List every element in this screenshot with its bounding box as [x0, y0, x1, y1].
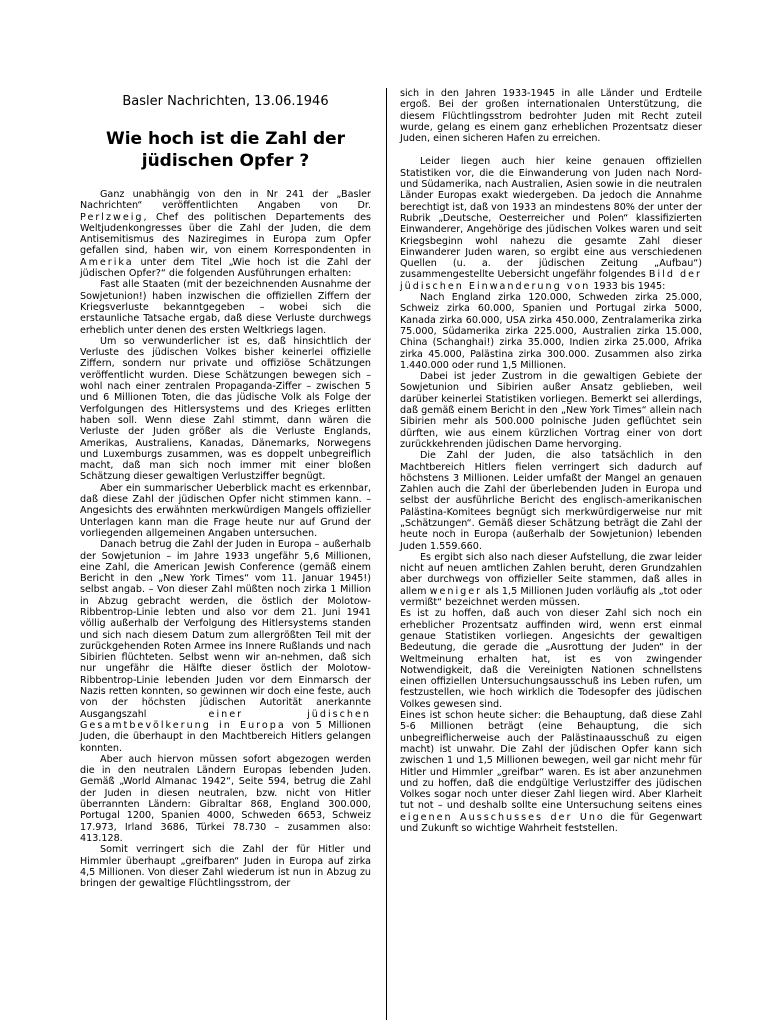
paragraph-4: Aber ein summarischer Ueberblick macht es erkennbar, daß diese Zahl der jüdischen Opfer nicht stimmen kann. – Angesichts des erwähnten merkwürdigen Mangels offizieller Unterlagen kann man die Frage heute nur auf Grund der vorliegenden allgemeinen Angaben untersuchen.: [80, 482, 371, 539]
text: Eines ist schon heute sicher: die Behauptung, daß diese Zahl 5-6 Millionen beträgt (eine Behauptung, die sich unbegreiflicherweise auch der Palästinaausschuß zu eigen macht) ist unwahr. Die Zahl der jüdischen Opfer kann sich zwischen 1 und 1,5 Millionen bewegen, weil gar nicht mehr für Hitler und Himmler „greifbar“ waren. Es ist aber anzunehmen und zu hoffen, daß die endgültige Verlustziffer des jüdischen Volkes sogar noch unter dieser Zahl liegen wird. Aber Klarheit tut not – und deshalb sollte eine Untersuchung seitens eines: [400, 710, 702, 812]
paragraph-1: [80, 189, 371, 279]
spaced-country: Amerika: [80, 256, 134, 268]
text: die für Gegenwart und Zukunft so wichtige Wahrheit feststellen.: [400, 811, 702, 834]
right-column: [400, 0, 702, 1024]
paragraph-5: [80, 539, 371, 754]
paragraph-emigration-figures: Nach England zirka 120.000, Schweden zirka 25.000, Schweiz zirka 60.000, Spanien und Portugal zirka 5000, Kanada zirka 60.000, USA zirka 450.000, Zentralamerika zirka 75.000, Südamerika zirka 225.000, Australien zirka 15.000, China (Schanghai!) zirka 35.000, Indien zirka 25.000, Afrika zirka 45.000, Palästina zirka 300.000. Zusammen also zirka 1.440.000 oder rund 1,5 Millionen.: [400, 292, 702, 371]
paragraph-hope: Es ist zu hoffen, daß auch von dieser Zahl sich noch ein erheblicher Prozentsatz auffinden wird, wenn erst einmal genaue Statistiken vorliegen. Angesichts der gewaltigen Bedeutung, die gerade die „Ausrottung der Juden“ in der Weltmeinung erhalten hat, ist es von zwingender Notwendigkeit, daß die Vereinigten Nationen schnellstens einen offiziellen Untersuchungsausschuß ins Leben rufen, um festzustellen, wie hoch wirklich die Todesopfer des jüdischen Volkes gewesen sind.: [400, 608, 702, 710]
left-column: [80, 0, 371, 1024]
spaced-text: Bild der jüdischen Einwanderung von: [400, 269, 702, 292]
text: Ganz unabhängig von den in Nr 241 der „Basler Nachrichten“ veröffentlichten Angaben von Dr.: [80, 189, 371, 212]
paragraph-machtbereich: Die Zahl der Juden, die also tatsächlich in den Machtbereich Hitlers fielen verringert sich dadurch auf höchstens 3 Millionen. Leider umfaßt der Mangel an genauen Zahlen auch die Zahl der überlebenden Juden in Europa und selbst der ausführliche Bericht des englisch-amerikanischen Palästina-Komitees begnügt sich merkwürdigerweise nur mit „Schätzungen“. Gemäß dieser Schätzung beträgt die Zahl der heute noch in Europa (außerhalb der Sowjetunion) lebenden Juden 1.559.660.: [400, 450, 702, 552]
paragraph-6: Aber auch hiervon müssen sofort abgezogen werden die in den neutralen Ländern Europas lebenden Juden. Gemäß „World Almanac 1942“, Seite 594, betrug die Zahl der Juden in diesen neutralen, bzw. nicht von Hitler überrannten Ländern: Gibraltar 868, England 300.000, Portugal 1200, Spanien 4000, Schweden 6653, Schweiz 17.973, Irland 3686, Türkei 78.730 – zusammen also: 413.128.: [80, 753, 371, 844]
article-title: Wie hoch ist die Zahl der jüdischen Opfer ?: [105, 129, 346, 171]
paragraph-2: Fast alle Staaten (mit der bezeichnenden Ausnahme der Sowjetunion!) haben inzwischen die offiziellen Ziffern der Kriegsverluste bekanntgegeben – wobei sich die erstaunliche Tatsache ergab, daß diese Verluste durchwegs erheblich unter denen des ersten Weltkriegs lagen.: [80, 279, 371, 336]
text: Leider liegen auch hier keine genauen offiziellen Statistiken vor, die die Einwanderung von Juden nach Nord- und Südamerika, nach Australien, Asien sowie in die neutralen Länder Europas exakt wiedergeben. Da jedoch die Annahme berechtigt ist, daß von 1933 an mindestens 80% der unter der Rubrik „Deutsche, Oesterreicher und Polen“ klassifizierten Einwanderer, Angehörige des jüdischen Volkes waren und seit Kriegsbeginn wohl nahezu die gesamte Zahl dieser Einwanderer Juden waren, so ergibt eine aus verschiedenen Quellen (u. a. der jüdischen Zeitung „Aufbau“) zusammengestellte Uebersicht ungefähr folgendes: [400, 156, 702, 281]
paragraph-gap: [400, 144, 702, 156]
spaced-text: weniger: [429, 585, 483, 597]
text: als 1,5 Millionen Juden vorläufig als „tot oder vermißt“ bezeichnet werden müssen.: [400, 585, 702, 609]
text: von 5 Millionen Juden, die überhaupt in den Machtbereich Hitlers gelangen konnten.: [80, 719, 371, 754]
text: unter dem Titel „Wie hoch ist die Zahl der jüdischen Opfer?“ die folgenden Ausführungen erhalten:: [80, 256, 371, 280]
paragraph-3: Um so verwunderlicher ist es, daß hinsichtlich der Verluste des jüdischen Volkes bisher keinerlei offizielle Ziffern, sondern nur private und offiziöse Schätzungen veröffentlicht wurden. Diese Schätzungen bewegen sich – wohl nach einer zentralen Propaganda-Ziffer – zwischen 5 und 6 Millionen Toten, die das jüdische Volk als Folge der Verfolgungen des Hitlersystems und des Krieges erlitten haben soll. Wenn diese Zahl stimmt, dann wären die Verluste der Juden größer als die Verluste Englands, Amerikas, Australiens, Kanadas, Dänemarks, Norwegens und Luxemburgs zusammen, was es doppelt unbegreiflich macht, daß man sich noch immer mit einer bloßen Schätzung dieser gewaltigen Verlustziffer begnügt.: [80, 335, 371, 483]
paragraph-soviet-union: Dabei ist jeder Zustrom in die gewaltigen Gebiete der Sowjetunion und Sibirien außer Ansatz geblieben, weil darüber keinerlei Statistiken vorliegen. Bemerkt sei allerdings, daß gemäß einem Bericht in den „New York Times“ allein nach Sibirien mehr als 500.000 polnische Juden geflüchtet sein dürften, wie aus einem kürzlichen Vortrag einer von dort zurückkehrenden jüdischen Dame hervorging.: [400, 371, 702, 450]
column-divider: [386, 88, 387, 1020]
text: Danach betrug die Zahl der Juden in Europa – außerhalb der Sowjetunion – im Jahre 1933 ungefähr 5,6 Millionen, eine Zahl, die American Jewish Conference (gemäß einem Bericht in den „New York Times“ vom 11. Januar 1945!) selbst angab. – Von dieser Zahl müßten noch zirka 1 Million in Abzug gebracht werden, die östlich der Molotow-Ribbentrop-Linie lebten und also vor dem 21. Juni 1941 völlig außerhalb der Verfolgung des Hitlersystems standen und sich nach diesem Datum zum allergrößten Teil mit der zurückgehenden Roten Armee ins Innere Rußlands und nach Sibirien flüchteten. Selbst wenn wir an-nehmen, daß sich nur ungefähr die Hälfte dieser östlich der Molotow-Ribbentrop-Linie lebenden Juden vor dem Einmarsch der Nazis retten konnten, so gewinnen wir doch eine feste, auch von der höchsten jüdischen Autorität anerkannte Ausgangszahl: [80, 539, 371, 720]
spaced-name: Perlzweig: [80, 211, 144, 223]
paragraph-result: [400, 552, 702, 608]
text: Es ergibt sich also nach dieser Aufstellung, die zwar leider nicht auf neuen amtlichen Zahlen beruht, deren Grundzahlen aber durchwegs von offizieller Seite stammen, daß alles in allem: [400, 551, 702, 597]
spaced-text: einer jüdischen Gesamtbevölkerung in Europa: [80, 708, 371, 731]
text: , Chef des politischen Departements des Weltjudenkongresses über die Zahl der Juden, die dem Antisemitismus des Naziregimes in Europa zum Opfer gefallen sind, haben wir, von einem Korrespondenten in: [80, 211, 371, 257]
text: 1933 bis 1945:: [590, 280, 666, 292]
paragraph-conclusion: [400, 710, 702, 834]
paragraph-7: Somit verringert sich die Zahl der für Hitler und Himmler überhaupt „greifbaren“ Juden in Europa auf zirka 4,5 Millionen. Von dieser Zahl wiederum ist nun in Abzug zu bringen der gewaltige Flüchtlingsstrom, der: [80, 844, 371, 890]
paragraph-statistics: [400, 156, 702, 292]
newspaper-source: Basler Nachrichten, 13.06.1946: [122, 94, 329, 109]
spaced-text: eigenen Ausschusses der Uno: [400, 811, 605, 823]
paragraph-continued: sich in den Jahren 1933-1945 in alle Länder und Erdteile ergoß. Bei der großen internationalen Unterstützung, die diesem Flüchtlingsstrom bedrohter Juden mit Recht zuteil wurde, gelang es einem ganz erheblichen Prozentsatz dieser Juden, einen sicheren Hafen zu erreichen.: [400, 88, 702, 145]
